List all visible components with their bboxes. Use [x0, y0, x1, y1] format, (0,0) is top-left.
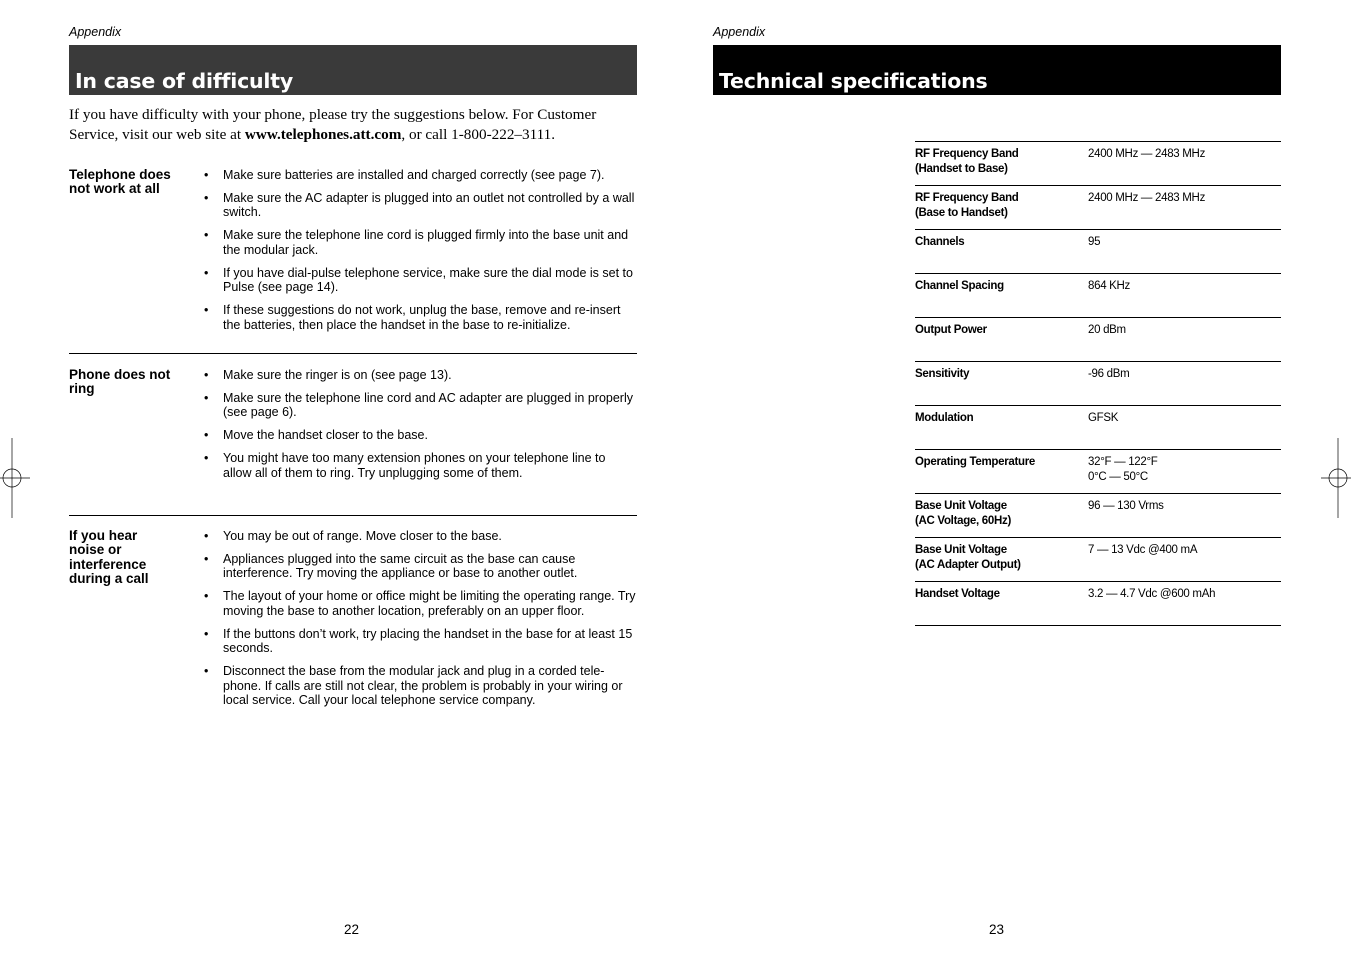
spec-name: Modulation [915, 412, 974, 424]
problem-heading: Telephone does not work at all [69, 167, 171, 197]
spec-value: 2400 MHz — 2483 MHz [1088, 148, 1206, 160]
list-item [203, 428, 637, 443]
bullet: • [204, 168, 209, 182]
table-row [915, 450, 1281, 494]
suggestion-text: Move the handset closer to the base. [223, 428, 428, 443]
spec-value: 32°F — 122°F 0°C — 50°C [1088, 456, 1158, 483]
table-row [915, 230, 1281, 274]
spec-value: 20 dBm [1088, 324, 1126, 336]
suggestion-text: The layout of your home or office might be limiting the operating range. Try moving the base to another location, preferably on an upper floor. [223, 589, 636, 618]
list-item [203, 266, 637, 295]
problem-heading: If you hear noise or interference during a call [69, 528, 149, 587]
list-item [203, 451, 637, 480]
bullet: • [204, 589, 209, 604]
spec-table [915, 141, 1281, 626]
page-title: Technical specifications [719, 69, 988, 93]
list-item [203, 368, 637, 383]
table-row [915, 582, 1281, 626]
list-item [203, 228, 637, 257]
table-row [915, 538, 1281, 582]
spec-name: RF Frequency Band (Handset to Base) [915, 148, 1019, 175]
spec-name: RF Frequency Band (Base to Handset) [915, 192, 1019, 219]
intro-paragraph [69, 105, 639, 145]
bullet: • [204, 428, 209, 443]
spec-value: 7 — 13 Vdc @400 mA [1088, 544, 1198, 556]
suggestion-text: Make sure the telephone line cord and AC adapter are plugged in properly (see page 6). [223, 390, 633, 420]
suggestion-text: Make sure batteries are installed and charged correctly (see page 7). [223, 168, 605, 182]
section-divider [69, 515, 637, 516]
page-title: In case of difficulty [75, 69, 294, 93]
spec-value: -96 dBm [1088, 368, 1130, 380]
suggestion-text: You might have too many extension phones on your telephone line to allow all of them to ring. Try unplugging some of them. [223, 450, 606, 480]
page-title-bar [69, 45, 637, 95]
bullet: • [204, 450, 209, 465]
bullet: • [204, 190, 209, 205]
bullet: • [204, 302, 209, 317]
spec-name: Base Unit Voltage (AC Adapter Output) [915, 544, 1021, 571]
registration-mark-left [0, 438, 30, 518]
suggestion-text: Make sure the ringer is on (see page 13). [223, 368, 452, 382]
spec-value: GFSK [1088, 412, 1119, 424]
bullet: • [204, 626, 209, 641]
suggestion-text: If these suggestions do not work, unplug the base, remove and re-insert the batteries, then place the handset in the base to re-initialize. [223, 302, 621, 332]
bullet: • [204, 265, 209, 280]
spec-name: Operating Temperature [915, 456, 1036, 468]
table-row [915, 406, 1281, 450]
spec-value: 864 KHz [1088, 280, 1131, 292]
list-item [203, 664, 637, 708]
bullet: • [204, 390, 209, 405]
table-row [915, 142, 1281, 186]
suggestion-text: Make sure the telephone line cord is plugged firmly into the base unit and the modular jack. [223, 228, 629, 257]
suggestion-list [203, 368, 637, 488]
problem-heading: Phone does not ring [69, 367, 171, 397]
suggestion-text: You may be out of range. Move closer to the base. [223, 529, 502, 543]
list-item [203, 529, 637, 544]
spec-value: 96 — 130 Vrms [1088, 500, 1164, 512]
list-item [203, 391, 637, 420]
list-item [203, 589, 637, 618]
table-row [915, 362, 1281, 406]
bullet: • [204, 529, 209, 543]
spec-name: Handset Voltage [915, 588, 1000, 600]
section-label: Appendix [69, 25, 122, 39]
bullet: • [204, 551, 209, 566]
spec-name: Channels [915, 236, 965, 248]
suggestion-text: Disconnect the base from the modular jack and plug in a corded tele-phone. If calls are still not clear, the problem is probably in your wiring or local service. Call your local telephone service company. [223, 663, 623, 708]
spec-value: 3.2 — 4.7 Vdc @600 mAh [1088, 588, 1216, 600]
bullet: • [204, 663, 209, 678]
section-label: Appendix [713, 25, 766, 39]
table-row [915, 494, 1281, 538]
website-link[interactable]: www.telephones.att.com [244, 126, 402, 143]
list-item [203, 552, 637, 581]
spec-name: Channel Spacing [915, 280, 1004, 292]
list-item [203, 168, 637, 183]
suggestion-list [203, 529, 637, 716]
suggestion-text: Appliances plugged into the same circuit as the base can cause interference. Try moving the appliance or base to another outlet. [223, 551, 578, 581]
list-item [203, 303, 637, 332]
suggestion-list [203, 168, 637, 340]
page-number: 23 [989, 922, 1005, 937]
intro-text: If you have difficulty with your phone, please try the suggestions below. For Customer Service, visit our web site at [69, 106, 597, 143]
page-number: 22 [344, 922, 360, 937]
spec-value: 95 [1088, 236, 1101, 248]
section-divider [69, 353, 637, 354]
spec-name: Output Power [915, 324, 987, 336]
bullet: • [204, 368, 209, 382]
suggestion-text: Make sure the AC adapter is plugged into an outlet not controlled by a wall switch. [223, 190, 635, 220]
spec-value: 2400 MHz — 2483 MHz [1088, 192, 1206, 204]
list-item [203, 627, 637, 656]
spec-name: Base Unit Voltage (AC Voltage, 60Hz) [915, 500, 1011, 527]
table-row [915, 186, 1281, 230]
list-item [203, 191, 637, 220]
table-row [915, 274, 1281, 318]
intro-text-end: , or call 1-800-222–3111. [401, 126, 556, 143]
registration-mark-right [1321, 438, 1351, 518]
suggestion-text: If you have dial-pulse telephone service, make sure the dial mode is set to Pulse (see page 14). [223, 265, 633, 295]
table-row [915, 318, 1281, 362]
bullet: • [204, 228, 209, 243]
spec-name: Sensitivity [915, 368, 970, 380]
page-title-bar [713, 45, 1281, 95]
suggestion-text: If the buttons don’t work, try placing the handset in the base for at least 15 seconds. [223, 626, 633, 656]
